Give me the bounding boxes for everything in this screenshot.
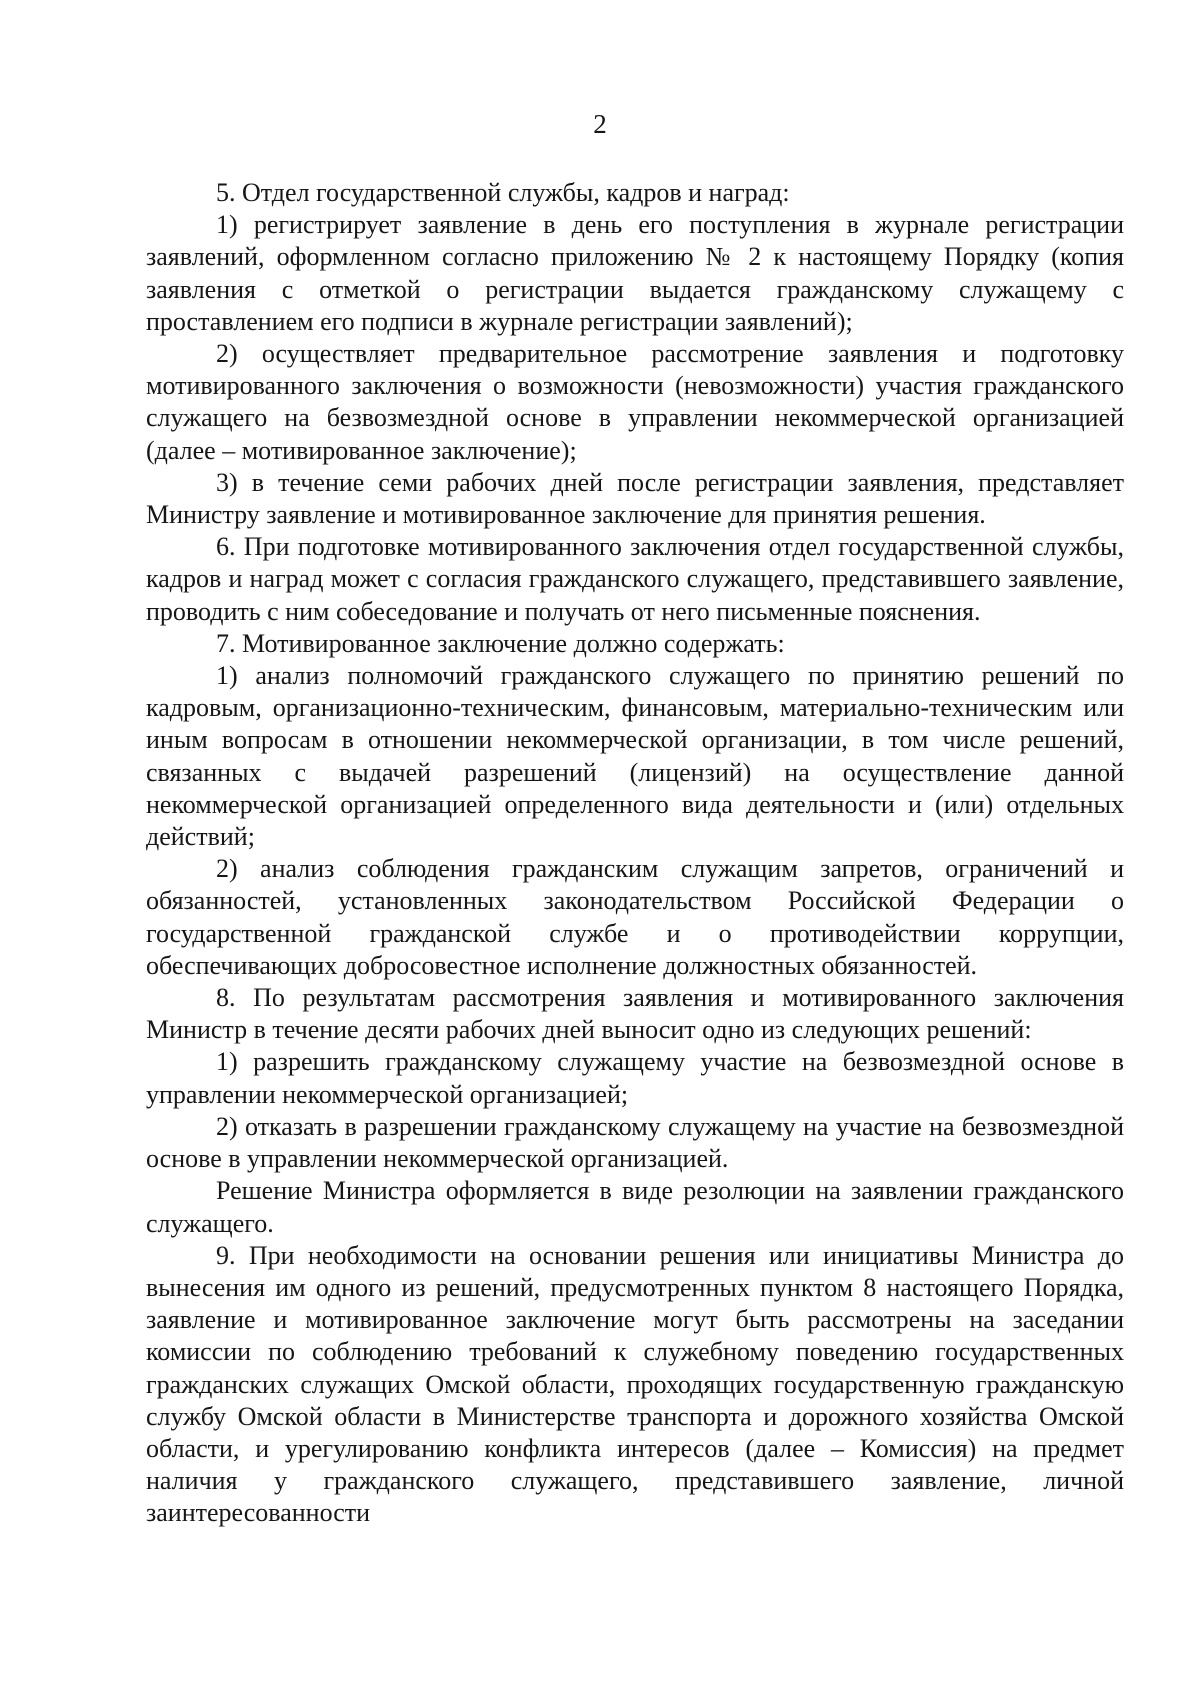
paragraph-5-item-2: 2) осуществляет предварительное рассмотрение заявления и подготовку мотивированного заключения о возможности (невозможности) участия гражданского служащего на безвозмездной основе в управлении некоммерческой организацией (далее – мотивированное заключение);: [146, 339, 1124, 465]
page-number: 2: [593, 109, 607, 139]
paragraph-8-item-2: 2) отказать в разрешении гражданскому служащему на участие на безвозмездной основе в управлении некоммерческой организацией.: [146, 1111, 1124, 1174]
paragraph-5-item-1: 1) регистрирует заявление в день его поступления в журнале регистрации заявлений, оформленном согласно приложению № 2 к настоящему Порядку (копия заявления с отметкой о регистрации выдается гражданскому служащему с проставлением его подписи в журнале регистрации заявлений);: [146, 210, 1124, 336]
document-body: [146, 177, 1124, 1530]
paragraph-5: 5. Отдел государственной службы, кадров и наград:: [216, 178, 790, 207]
paragraph-8: 8. По результатам рассмотрения заявления и мотивированного заключения Министр в течение десяти рабочих дней выносит одно из следующих решений:: [146, 983, 1124, 1045]
paragraph-7-item-2: 2) анализ соблюдения гражданским служащим запретов, ограничений и обязанностей, установленных законодательством Российской Федерации о государственной гражданской службе и о противодействии коррупции, обеспечивающих добросовестное исполнение должностных обязанностей.: [146, 854, 1124, 980]
paragraph-8-resolution: Решение Министра оформляется в виде резолюции на заявлении гражданского служащего.: [146, 1176, 1124, 1238]
paragraph-7-item-1: 1) анализ полномочий гражданского служащего по принятию решений по кадровым, организационно-техническим, финансовым, материально-техническим или иным вопросам в отношении некоммерческой организации, в том числе решений, связанных с выдачей разрешений (лицензий) на осуществление данной некоммерческой организацией определенного вида деятельности и (или) отдельных действий;: [146, 661, 1124, 852]
paragraph-9: 9. При необходимости на основании решения или инициативы Министра до вынесения им одного из решений, предусмотренных пунктом 8 настоящего Порядка, заявление и мотивированное заключение могут быть рассмотрены на заседании комиссии по соблюдению требований к служебному поведению государственных гражданских служащих Омской области, проходящих государственную гражданскую службу Омской области в Министерстве транспорта и дорожного хозяйства Омской области, и урегулированию конфликта интересов (далее – Комиссия) на предмет наличия у гражданского служащего, представившего заявление, личной заинтересованности: [146, 1240, 1124, 1528]
paragraph-7: 7. Мотивированное заключение должно содержать:: [216, 628, 785, 658]
paragraph-5-item-3: 3) в течение семи рабочих дней после регистрации заявления, представляет Министру заявление и мотивированное заключение для принятия решения.: [146, 467, 1124, 530]
paragraph-6: 6. При подготовке мотивированного заключения отдел государственной службы, кадров и наград может с согласия гражданского служащего, представившего заявление, проводить с ним собеседование и получать от него письменные пояснения.: [146, 532, 1124, 626]
paragraph-8-item-1: 1) разрешить гражданскому служащему участие на безвозмездной основе в управлении некоммерческой организацией;: [146, 1047, 1124, 1109]
